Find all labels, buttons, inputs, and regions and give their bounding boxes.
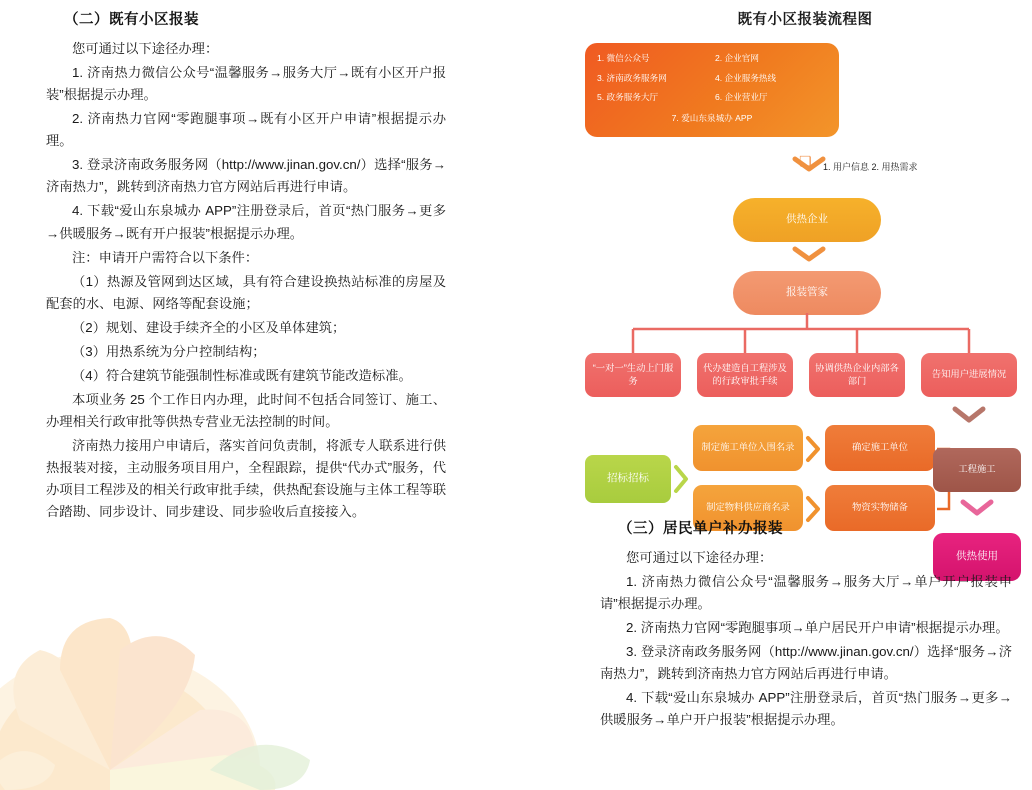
flow-node-admin-approval: 代办建造自工程涉及的行政审批手续: [697, 353, 793, 397]
chevron-down-icon: [959, 498, 995, 518]
paragraph: （4）符合建筑节能强制性标准或既有建筑节能改造标准。: [72, 367, 412, 383]
flow-node-material-reserve: 物资实物储备: [825, 485, 935, 531]
flow-node-service-butler: 报装管家: [733, 271, 881, 315]
channel-item: 1. 微信公众号: [597, 53, 650, 63]
paragraph: 2. 济南热力官网“零跑腿事项→单户居民开户申请”根据提示办理。: [626, 620, 1009, 636]
paragraph: （3）用热系统为分户控制结构；: [72, 343, 266, 359]
chevron-down-icon: ❏: [799, 154, 812, 170]
chevron-right-icon: [673, 463, 691, 495]
flow-node-supplier-shortlist: 制定物料供应商名录: [693, 485, 803, 531]
flowchart-title: 既有小区报装流程图: [737, 12, 873, 28]
paragraph: 您可通过以下途径办理：: [626, 550, 773, 565]
section-heading-household-supplement: （三）居民单户补办报装: [618, 521, 783, 537]
paragraph: 4. 下载“爱山东泉城办 APP”注册登录后，首页“热门服务→更多→供暖服务→既有开户报装”根据提示办理。: [46, 203, 446, 241]
chevron-right-icon: [805, 435, 823, 463]
paragraph: （2）规划、建设手续齐全的小区及单体建筑；: [72, 319, 346, 335]
channel-item: 3. 济南政务服务网: [597, 72, 667, 83]
flow-note-user-info: 1. 用户信息 2. 用热需求: [823, 162, 918, 172]
paragraph: 3. 登录济南政务服务网（http://www.jinan.gov.cn/）选择“服务→济南热力”，跳转到济南热力官方网站后再进行申请。: [600, 644, 1012, 682]
channel-item: 4. 企业服务热线: [715, 72, 777, 83]
channel-item: 7. 爱山东泉城办 APP: [671, 112, 753, 123]
channel-item: 2. 企业官网: [715, 53, 759, 63]
flow-node-heat-use: 供热使用: [933, 533, 1021, 581]
chevron-down-icon: [791, 245, 827, 263]
paragraph: 济南热力接用户申请后，落实首问负责制，将派专人联系进行供热报装对接，主动服务项目用户，全程跟踪，提供“代办式”服务，代办项目工程涉及的相关行政审批手续，供热配套设施与主体工程等联合踏勘、同步设计、同步建设、同步验收后直接接入。: [46, 438, 446, 520]
paragraph: 1. 济南热力微信公众号“温馨服务→服务大厅→既有小区开户报装”根据提示办理。: [46, 65, 446, 103]
left-text-column: [46, 8, 446, 525]
flow-node-confirm-contractor: 确定施工单位: [825, 425, 935, 471]
flow-node-bidding: 招标招标: [585, 455, 671, 503]
flowchart: [585, 43, 1025, 563]
chevron-down-icon: [951, 405, 987, 425]
paragraph: 2. 济南热力官网“零跑腿事项→既有小区开户申请”根据提示办理。: [46, 111, 446, 149]
paragraph: 注：申请开户需符合以下条件：: [72, 249, 259, 265]
flow-node-construction: 工程施工: [933, 448, 1021, 492]
paragraph: 4. 下载“爱山东泉城办 APP”注册登录后，首页“热门服务→更多→供暖服务→单户开户报装”根据提示办理。: [600, 690, 1012, 728]
paragraph: 1. 济南热力微信公众号“温馨服务→服务大厅→单户开户报装申请”根据提示办理。: [600, 574, 1012, 612]
section-heading-existing-community: （二）既有小区报装: [64, 12, 199, 28]
flow-node-inform-user: 告知用户进展情况: [921, 353, 1017, 397]
flow-node-supply-enterprise: 供热企业: [733, 198, 881, 242]
paragraph: （1）热源及管网到达区域，具有符合建设换热站标准的房屋及配套的水、电源、网络等配套设施；: [46, 273, 446, 311]
paragraph: 您可通过以下途径办理：: [72, 41, 219, 56]
paragraph: 3. 登录济南政务服务网（http://www.jinan.gov.cn/）选择“服务→济南热力”，跳转到济南热力官方网站后再进行申请。: [46, 157, 446, 195]
channel-item: 6. 企业营业厅: [715, 92, 768, 102]
channel-item: 5. 政务服务大厅: [597, 92, 659, 102]
paragraph: 本项业务 25 个工作日内办理，此时间不包括合同签订、施工、办理相关行政审批等供热专营业无法控制的时间。: [46, 391, 446, 429]
right-text-section: [600, 517, 1012, 734]
right-flowchart-column: [585, 8, 1025, 563]
flow-node-onsite-service: “一对一”生动上门服务: [585, 353, 681, 397]
flow-node-channels: [585, 43, 839, 137]
flow-node-coordinate-departments: 协调供热企业内部各部门: [809, 353, 905, 397]
chevron-down-icon: [791, 155, 827, 173]
flow-node-contractor-shortlist: 制定施工单位入围名录: [693, 425, 803, 471]
